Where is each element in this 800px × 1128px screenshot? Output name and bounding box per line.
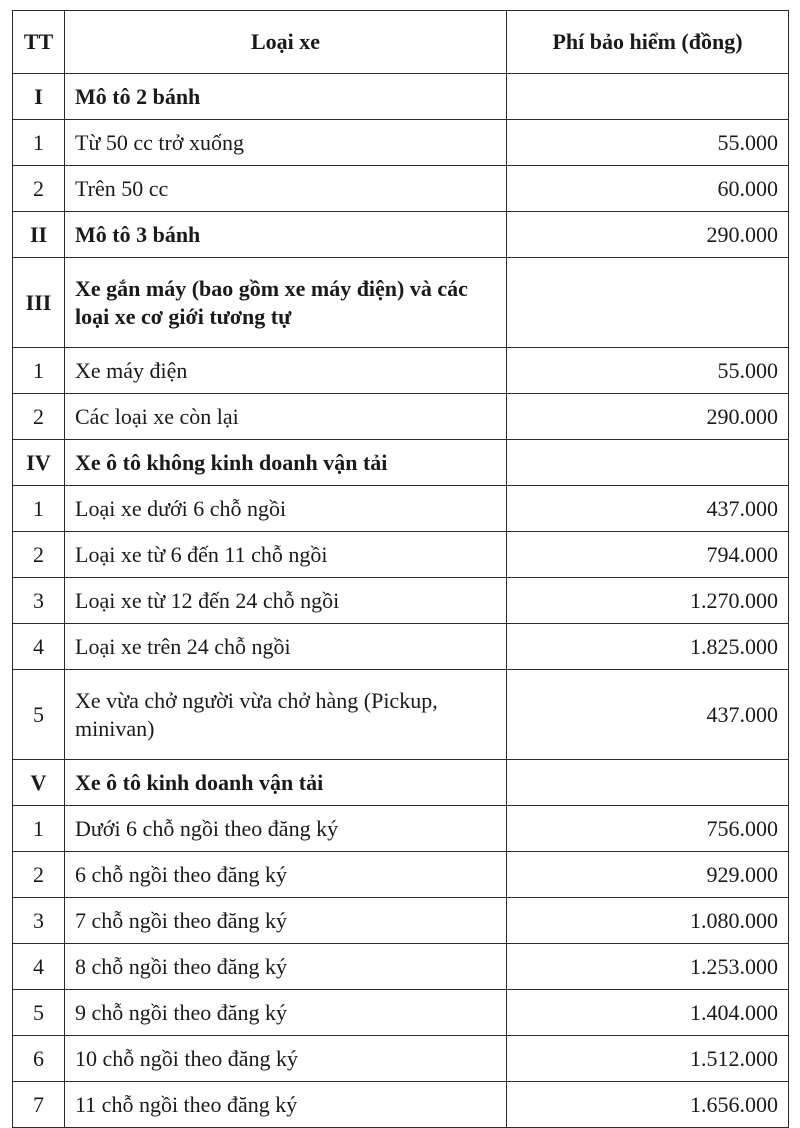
row-index: IV: [13, 440, 65, 486]
table-row-section-ii: [13, 212, 789, 258]
row-fee: [507, 760, 789, 806]
row-vehicle-type: 8 chỗ ngồi theo đăng ký: [65, 944, 507, 990]
table-row: [13, 898, 789, 944]
row-vehicle-type: Loại xe từ 6 đến 11 chỗ ngồi: [65, 532, 507, 578]
row-index: 1: [13, 486, 65, 532]
row-vehicle-type: Mô tô 2 bánh: [65, 74, 507, 120]
row-fee: [507, 440, 789, 486]
row-fee: 290.000: [507, 394, 789, 440]
row-vehicle-type: Loại xe dưới 6 chỗ ngồi: [65, 486, 507, 532]
table-row: [13, 578, 789, 624]
table-row: [13, 120, 789, 166]
row-vehicle-type: Trên 50 cc: [65, 166, 507, 212]
row-vehicle-type: 9 chỗ ngồi theo đăng ký: [65, 990, 507, 1036]
row-vehicle-type: 6 chỗ ngồi theo đăng ký: [65, 852, 507, 898]
table-row: [13, 1036, 789, 1082]
row-fee: 437.000: [507, 486, 789, 532]
table-row: [13, 348, 789, 394]
row-index: V: [13, 760, 65, 806]
table-header-row: [13, 11, 789, 74]
row-vehicle-type: Xe ô tô không kinh doanh vận tải: [65, 440, 507, 486]
row-index: 7: [13, 1082, 65, 1128]
row-vehicle-type: Xe vừa chở người vừa chở hàng (Pickup, minivan): [65, 670, 507, 760]
row-fee: 1.656.000: [507, 1082, 789, 1128]
row-fee: [507, 258, 789, 348]
row-fee: 1.404.000: [507, 990, 789, 1036]
row-index: 5: [13, 670, 65, 760]
row-index: 1: [13, 348, 65, 394]
row-fee: 437.000: [507, 670, 789, 760]
header-vehicle-type: Loại xe: [65, 11, 507, 74]
row-vehicle-type: 10 chỗ ngồi theo đăng ký: [65, 1036, 507, 1082]
row-index: 1: [13, 806, 65, 852]
row-index: 6: [13, 1036, 65, 1082]
row-fee: 794.000: [507, 532, 789, 578]
table-row: [13, 990, 789, 1036]
table-row: [13, 532, 789, 578]
row-vehicle-type: Xe máy điện: [65, 348, 507, 394]
row-index: 4: [13, 944, 65, 990]
row-fee: 60.000: [507, 166, 789, 212]
row-fee: 1.825.000: [507, 624, 789, 670]
row-index: 1: [13, 120, 65, 166]
row-fee: 55.000: [507, 120, 789, 166]
row-index: 3: [13, 578, 65, 624]
table-row-section-v: [13, 760, 789, 806]
row-vehicle-type: 11 chỗ ngồi theo đăng ký: [65, 1082, 507, 1128]
table-row-section-iii: [13, 258, 789, 348]
row-fee: 1.512.000: [507, 1036, 789, 1082]
row-index: 3: [13, 898, 65, 944]
row-vehicle-type: Các loại xe còn lại: [65, 394, 507, 440]
table-row-section-i: [13, 74, 789, 120]
row-index: 5: [13, 990, 65, 1036]
table-row: [13, 166, 789, 212]
row-index: 4: [13, 624, 65, 670]
insurance-fee-table-container: [12, 10, 788, 1128]
row-fee: 756.000: [507, 806, 789, 852]
table-row: [13, 394, 789, 440]
row-vehicle-type: Loại xe từ 12 đến 24 chỗ ngồi: [65, 578, 507, 624]
row-index: 2: [13, 166, 65, 212]
header-insurance-fee: Phí bảo hiểm (đồng): [507, 11, 789, 74]
row-fee: 1.270.000: [507, 578, 789, 624]
insurance-fee-table: [12, 10, 789, 1128]
table-row: [13, 944, 789, 990]
row-vehicle-type: Mô tô 3 bánh: [65, 212, 507, 258]
table-row: [13, 624, 789, 670]
row-fee: 929.000: [507, 852, 789, 898]
row-vehicle-type: Xe ô tô kinh doanh vận tải: [65, 760, 507, 806]
row-vehicle-type: Dưới 6 chỗ ngồi theo đăng ký: [65, 806, 507, 852]
table-row-section-iv: [13, 440, 789, 486]
table-row: [13, 852, 789, 898]
header-tt: TT: [13, 11, 65, 74]
row-fee: [507, 74, 789, 120]
table-row: [13, 670, 789, 760]
row-index: I: [13, 74, 65, 120]
row-vehicle-type: Xe gắn máy (bao gồm xe máy điện) và các loại xe cơ giới tương tự: [65, 258, 507, 348]
row-fee: 1.080.000: [507, 898, 789, 944]
table-row: [13, 486, 789, 532]
row-index: 2: [13, 394, 65, 440]
row-fee: 290.000: [507, 212, 789, 258]
row-vehicle-type: Từ 50 cc trở xuống: [65, 120, 507, 166]
table-row: [13, 806, 789, 852]
row-index: 2: [13, 852, 65, 898]
row-vehicle-type: 7 chỗ ngồi theo đăng ký: [65, 898, 507, 944]
row-fee: 55.000: [507, 348, 789, 394]
table-row: [13, 1082, 789, 1128]
row-index: 2: [13, 532, 65, 578]
row-index: II: [13, 212, 65, 258]
row-index: III: [13, 258, 65, 348]
row-fee: 1.253.000: [507, 944, 789, 990]
row-vehicle-type: Loại xe trên 24 chỗ ngồi: [65, 624, 507, 670]
